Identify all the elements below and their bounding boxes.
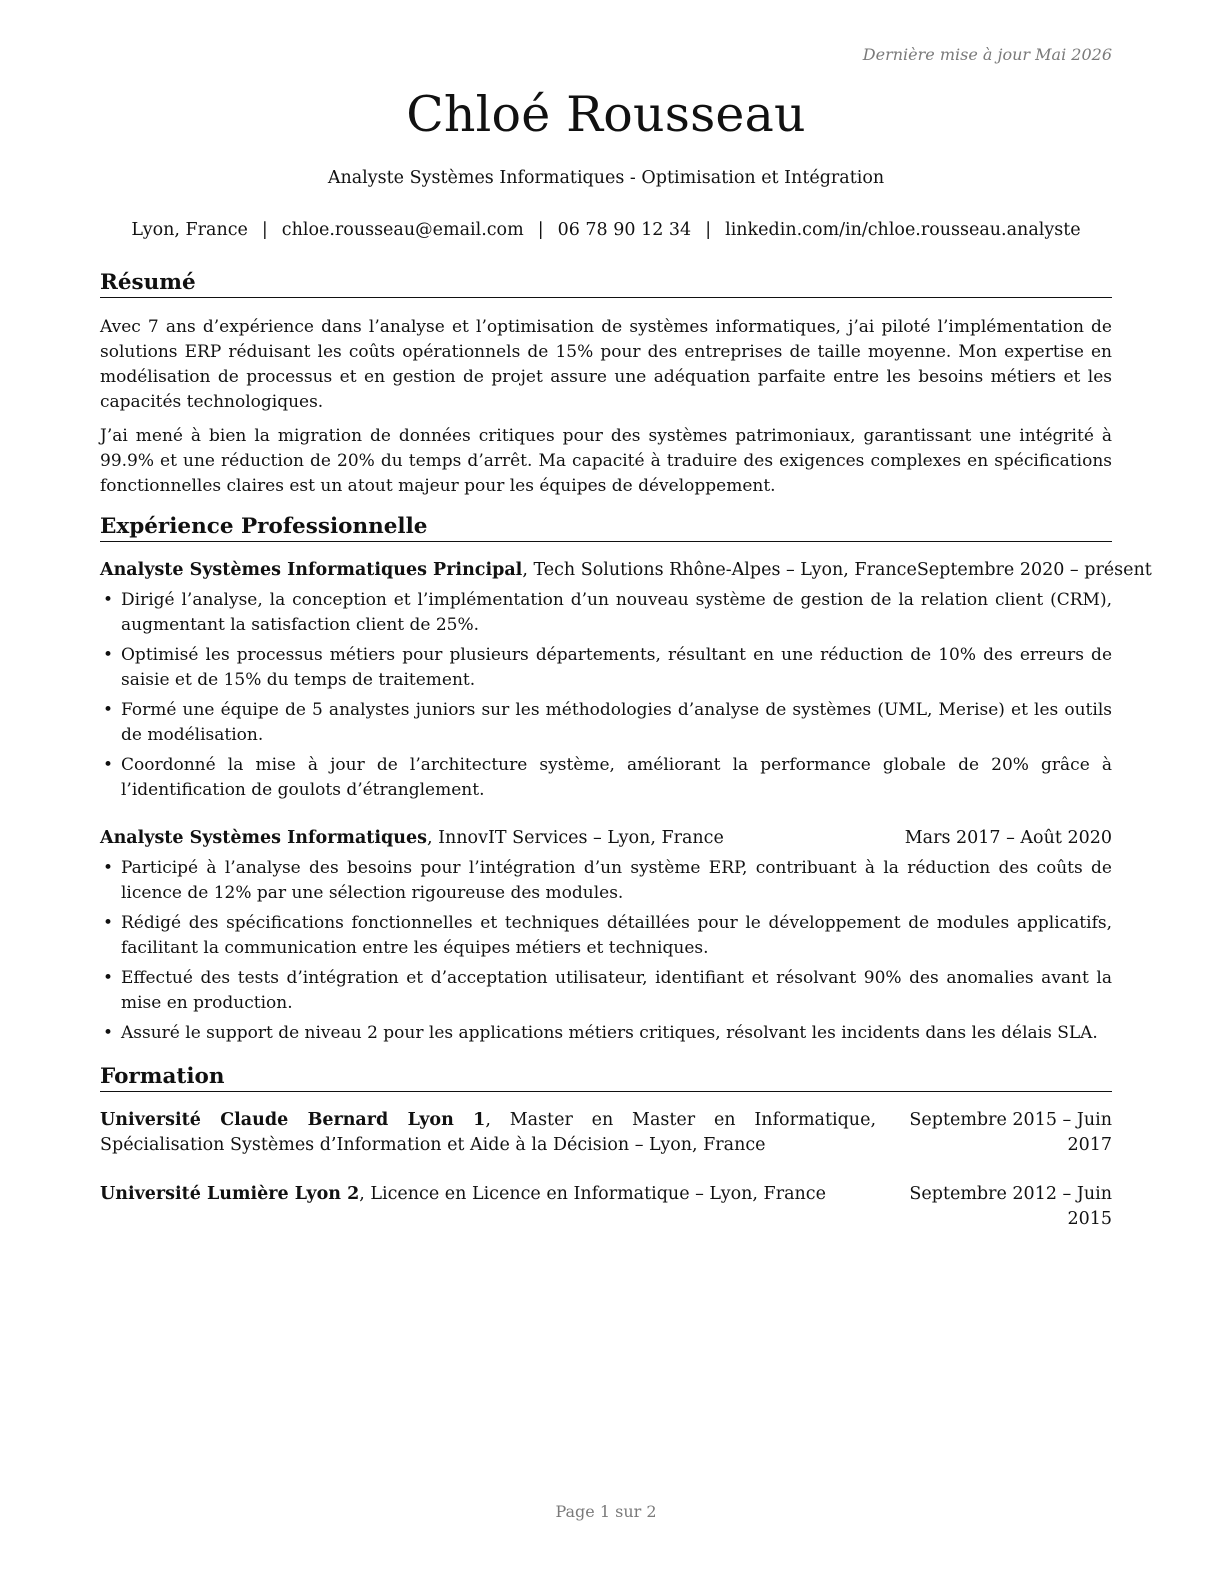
contact-linkedin-link[interactable]: linkedin.com/in/chloe.rousseau.analyste	[725, 220, 1081, 240]
job-company: , InnovIT Services – Lyon, France	[426, 828, 724, 848]
summary-paragraph: J’ai mené à bien la migration de données critiques pour des systèmes patrimoniaux, garantissant une intégrité à 99.9% et une réduction de 20% du temps d’arrêt. Ma capacité à traduire des exigences complexes en spécifications fonctionnelles claires est un atout majeur pour les équipes de développement.	[100, 426, 1112, 496]
contact-email-link[interactable]: chloe.rousseau@email.com	[281, 220, 524, 240]
job-dates: Septembre 2020 – présent	[916, 560, 1152, 580]
bullet-icon: •	[103, 858, 114, 878]
education-degree: , Master en Master en Informatique, Spécialisation Systèmes d’Information et Aide à la Décision – Lyon, France	[100, 1110, 877, 1155]
bullet-text: Dirigé l’analyse, la conception et l’implémentation d’un nouveau système de gestion de la relation client (CRM), augmentant la satisfaction client de 25%.	[121, 590, 1112, 635]
bullet-icon: •	[103, 590, 114, 610]
bullet-icon: •	[103, 1023, 114, 1043]
contact-phone: 06 78 90 12 34	[557, 220, 692, 240]
education-school: Université Lumière Lyon 2	[100, 1184, 360, 1204]
list-item	[100, 753, 1112, 803]
contact-line	[100, 220, 1112, 240]
bullet-icon: •	[103, 913, 114, 933]
bullet-icon: •	[103, 700, 114, 720]
bullet-text: Assuré le support de niveau 2 pour les applications métiers critiques, résolvant les incidents dans les délais SLA.	[121, 1023, 1098, 1043]
bullet-icon: •	[103, 755, 114, 775]
list-item	[100, 856, 1112, 906]
job-header	[100, 558, 1152, 583]
job-title-company	[100, 558, 917, 583]
headline: Analyste Systèmes Informatiques - Optimisation et Intégration	[327, 168, 885, 188]
bullet-text: Coordonné la mise à jour de l’architecture système, améliorant la performance globale de 20% grâce à l’identification de goulots d’étranglement.	[121, 755, 1112, 800]
list-item	[100, 643, 1112, 693]
education-details	[100, 1182, 876, 1232]
job-header	[100, 826, 1112, 851]
page-number: Page 1 sur 2	[555, 1502, 657, 1521]
education-degree: , Licence en Licence en Informatique – Lyon, France	[359, 1184, 826, 1204]
bullet-text: Formé une équipe de 5 analystes juniors sur les méthodologies d’analyse de systèmes (UML, Merise) et les outils de modélisation.	[121, 700, 1112, 745]
resume-page	[100, 0, 1152, 1584]
bullet-icon: •	[103, 968, 114, 988]
contact-separator: |	[261, 220, 268, 240]
summary-paragraph: Avec 7 ans d’expérience dans l’analyse et l’optimisation de systèmes informatiques, j’ai piloté l’implémentation de solutions ERP réduisant les coûts opérationnels de 15% pour des entreprises de taille moyenne. Mon expertise en modélisation de processus et en gestion de projet assure une adéquation parfaite entre les besoins métiers et les capacités technologiques.	[100, 317, 1112, 412]
job-company: , Tech Solutions Rhône-Alpes – Lyon, France	[522, 560, 917, 580]
education-dates: Septembre 2015 – Juin 2017	[909, 1110, 1112, 1155]
job-dates: Mars 2017 – Août 2020	[904, 828, 1112, 848]
section-title-summary: Résumé	[100, 270, 1112, 298]
education-item	[100, 1182, 1112, 1232]
contact-separator: |	[705, 220, 712, 240]
candidate-name: Chloé Rousseau	[406, 86, 806, 143]
bullet-text: Optimisé les processus métiers pour plusieurs départements, résultant en une réduction de 10% des erreurs de saisie et de 15% du temps de traitement.	[121, 645, 1112, 690]
last-updated: Dernière mise à jour Mai 2026	[862, 45, 1112, 64]
bullet-text: Effectué des tests d’intégration et d’acceptation utilisateur, identifiant et résolvant 90% des anomalies avant la mise en production.	[121, 968, 1112, 1013]
bullet-text: Rédigé des spécifications fonctionnelles et techniques détaillées pour le développement de modules applicatifs, facilitant la communication entre les équipes métiers et techniques.	[121, 913, 1112, 958]
list-item	[100, 588, 1112, 638]
job-role: Analyste Systèmes Informatiques	[100, 828, 427, 848]
contact-location: Lyon, France	[131, 220, 248, 240]
contact-separator: |	[537, 220, 544, 240]
job-title-company	[100, 826, 724, 851]
list-item	[100, 1021, 1112, 1046]
section-title-experience: Expérience Professionnelle	[100, 514, 1112, 542]
list-item	[100, 698, 1112, 748]
education-details	[100, 1108, 876, 1158]
job-bullet-list	[100, 856, 1112, 1051]
job-bullet-list	[100, 588, 1112, 808]
education-dates: Septembre 2012 – Juin 2015	[909, 1184, 1112, 1229]
education-item	[100, 1108, 1112, 1158]
list-item	[100, 966, 1112, 1016]
bullet-text: Participé à l’analyse des besoins pour l’intégration d’un système ERP, contribuant à la réduction des coûts de licence de 12% par une sélection rigoureuse des modules.	[121, 858, 1112, 903]
education-school: Université Claude Bernard Lyon 1	[100, 1110, 486, 1130]
section-title-education: Formation	[100, 1064, 1112, 1092]
list-item	[100, 911, 1112, 961]
bullet-icon: •	[103, 645, 114, 665]
job-role: Analyste Systèmes Informatiques Principal	[100, 560, 523, 580]
